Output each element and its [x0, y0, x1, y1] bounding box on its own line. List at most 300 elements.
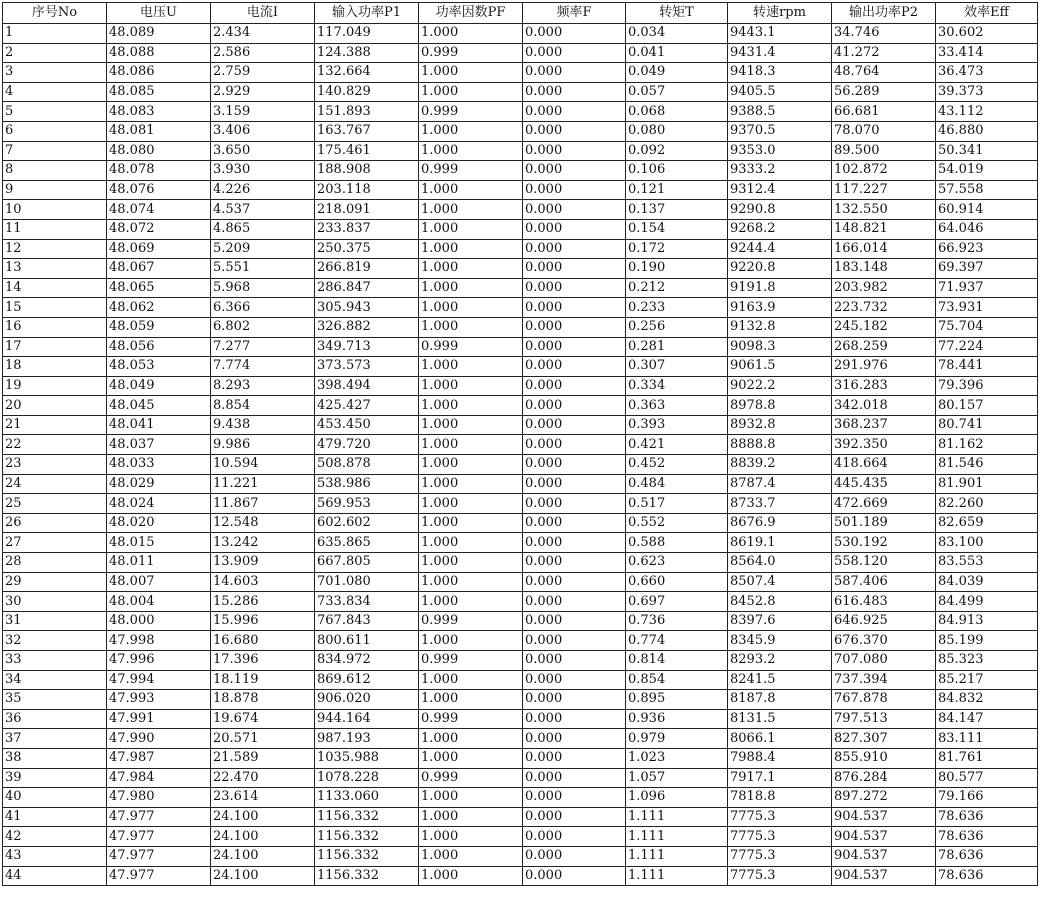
cell-power-factor: 1.000	[419, 494, 523, 514]
cell-power-factor: 1.000	[419, 435, 523, 455]
cell-frequency: 0.000	[523, 298, 626, 318]
cell-efficiency: 80.157	[936, 396, 1038, 416]
cell-frequency: 0.000	[523, 396, 626, 416]
cell-efficiency: 85.323	[936, 651, 1038, 671]
cell-current: 9.986	[211, 435, 315, 455]
cell-output-power: 646.925	[832, 611, 936, 631]
cell-efficiency: 79.396	[936, 376, 1038, 396]
cell-efficiency: 80.577	[936, 768, 1038, 788]
cell-output-power: 737.394	[832, 670, 936, 690]
cell-current: 3.159	[211, 102, 315, 122]
cell-efficiency: 57.558	[936, 180, 1038, 200]
cell-current: 6.802	[211, 317, 315, 337]
cell-output-power: 41.272	[832, 43, 936, 63]
cell-current: 19.674	[211, 709, 315, 729]
cell-torque: 0.588	[626, 533, 728, 553]
cell-voltage: 47.977	[107, 827, 211, 847]
cell-output-power: 102.872	[832, 161, 936, 181]
cell-current: 2.759	[211, 63, 315, 83]
cell-input-power: 140.829	[315, 82, 419, 102]
cell-input-power: 800.611	[315, 631, 419, 651]
cell-power-factor: 1.000	[419, 474, 523, 494]
cell-voltage: 48.067	[107, 259, 211, 279]
cell-voltage: 47.991	[107, 709, 211, 729]
cell-voltage: 48.033	[107, 455, 211, 475]
cell-index: 42	[3, 827, 107, 847]
cell-power-factor: 0.999	[419, 102, 523, 122]
cell-input-power: 188.908	[315, 161, 419, 181]
cell-frequency: 0.000	[523, 768, 626, 788]
cell-efficiency: 80.741	[936, 415, 1038, 435]
cell-voltage: 48.065	[107, 278, 211, 298]
cell-voltage: 48.089	[107, 24, 211, 44]
cell-efficiency: 81.162	[936, 435, 1038, 455]
cell-torque: 0.421	[626, 435, 728, 455]
cell-output-power: 223.732	[832, 298, 936, 318]
cell-input-power: 733.834	[315, 592, 419, 612]
cell-index: 43	[3, 846, 107, 866]
cell-efficiency: 79.166	[936, 788, 1038, 808]
cell-power-factor: 1.000	[419, 827, 523, 847]
cell-speed: 9388.5	[728, 102, 832, 122]
cell-power-factor: 0.999	[419, 709, 523, 729]
cell-torque: 0.256	[626, 317, 728, 337]
cell-efficiency: 81.761	[936, 748, 1038, 768]
cell-voltage: 48.078	[107, 161, 211, 181]
cell-frequency: 0.000	[523, 415, 626, 435]
cell-frequency: 0.000	[523, 572, 626, 592]
cell-speed: 7775.3	[728, 866, 832, 886]
cell-speed: 8932.8	[728, 415, 832, 435]
cell-output-power: 558.120	[832, 553, 936, 573]
cell-power-factor: 0.999	[419, 161, 523, 181]
cell-index: 14	[3, 278, 107, 298]
cell-voltage: 48.086	[107, 63, 211, 83]
cell-voltage: 48.080	[107, 141, 211, 161]
cell-input-power: 1156.332	[315, 827, 419, 847]
cell-torque: 0.080	[626, 121, 728, 141]
cell-torque: 0.774	[626, 631, 728, 651]
cell-speed: 9220.8	[728, 259, 832, 279]
cell-efficiency: 50.341	[936, 141, 1038, 161]
cell-frequency: 0.000	[523, 611, 626, 631]
cell-power-factor: 1.000	[419, 219, 523, 239]
cell-voltage: 48.004	[107, 592, 211, 612]
cell-index: 26	[3, 513, 107, 533]
cell-voltage: 48.015	[107, 533, 211, 553]
cell-efficiency: 78.636	[936, 846, 1038, 866]
table-row	[3, 180, 1038, 200]
cell-speed: 8619.1	[728, 533, 832, 553]
cell-output-power: 501.189	[832, 513, 936, 533]
cell-power-factor: 1.000	[419, 396, 523, 416]
cell-current: 5.551	[211, 259, 315, 279]
table-row	[3, 43, 1038, 63]
table-row	[3, 513, 1038, 533]
cell-input-power: 326.882	[315, 317, 419, 337]
cell-index: 30	[3, 592, 107, 612]
cell-speed: 8066.1	[728, 729, 832, 749]
cell-index: 4	[3, 82, 107, 102]
cell-speed: 9132.8	[728, 317, 832, 337]
cell-torque: 1.111	[626, 827, 728, 847]
cell-index: 44	[3, 866, 107, 886]
cell-voltage: 48.074	[107, 200, 211, 220]
cell-efficiency: 81.901	[936, 474, 1038, 494]
cell-input-power: 1156.332	[315, 807, 419, 827]
header-cell-efficiency: 效率Eff	[936, 3, 1038, 24]
cell-index: 38	[3, 748, 107, 768]
cell-output-power: 897.272	[832, 788, 936, 808]
cell-speed: 8131.5	[728, 709, 832, 729]
cell-input-power: 667.805	[315, 553, 419, 573]
cell-power-factor: 1.000	[419, 141, 523, 161]
cell-index: 27	[3, 533, 107, 553]
cell-speed: 9443.1	[728, 24, 832, 44]
cell-current: 4.865	[211, 219, 315, 239]
table-row	[3, 474, 1038, 494]
cell-current: 23.614	[211, 788, 315, 808]
cell-efficiency: 82.260	[936, 494, 1038, 514]
cell-frequency: 0.000	[523, 357, 626, 377]
cell-index: 20	[3, 396, 107, 416]
cell-speed: 9022.2	[728, 376, 832, 396]
cell-torque: 1.057	[626, 768, 728, 788]
cell-index: 15	[3, 298, 107, 318]
cell-index: 10	[3, 200, 107, 220]
cell-index: 24	[3, 474, 107, 494]
cell-frequency: 0.000	[523, 788, 626, 808]
cell-speed: 8293.2	[728, 651, 832, 671]
cell-frequency: 0.000	[523, 259, 626, 279]
cell-voltage: 48.020	[107, 513, 211, 533]
cell-index: 23	[3, 455, 107, 475]
cell-speed: 8564.0	[728, 553, 832, 573]
table-row	[3, 141, 1038, 161]
cell-torque: 0.393	[626, 415, 728, 435]
cell-voltage: 47.980	[107, 788, 211, 808]
cell-voltage: 47.993	[107, 690, 211, 710]
cell-input-power: 538.986	[315, 474, 419, 494]
cell-power-factor: 1.000	[419, 670, 523, 690]
cell-input-power: 286.847	[315, 278, 419, 298]
cell-voltage: 48.076	[107, 180, 211, 200]
cell-current: 7.774	[211, 357, 315, 377]
table-row	[3, 278, 1038, 298]
cell-efficiency: 82.659	[936, 513, 1038, 533]
cell-speed: 9290.8	[728, 200, 832, 220]
cell-frequency: 0.000	[523, 219, 626, 239]
table-row	[3, 768, 1038, 788]
cell-power-factor: 1.000	[419, 239, 523, 259]
cell-current: 24.100	[211, 846, 315, 866]
cell-voltage: 48.024	[107, 494, 211, 514]
cell-torque: 0.233	[626, 298, 728, 318]
table-row	[3, 866, 1038, 886]
cell-frequency: 0.000	[523, 748, 626, 768]
cell-torque: 0.552	[626, 513, 728, 533]
cell-efficiency: 43.112	[936, 102, 1038, 122]
cell-torque: 0.936	[626, 709, 728, 729]
cell-speed: 7917.1	[728, 768, 832, 788]
cell-current: 11.221	[211, 474, 315, 494]
table-row	[3, 651, 1038, 671]
cell-speed: 9370.5	[728, 121, 832, 141]
cell-output-power: 904.537	[832, 846, 936, 866]
cell-power-factor: 0.999	[419, 651, 523, 671]
cell-frequency: 0.000	[523, 553, 626, 573]
cell-frequency: 0.000	[523, 631, 626, 651]
table-row	[3, 846, 1038, 866]
header-cell-frequency: 频率F	[523, 3, 626, 24]
cell-output-power: 855.910	[832, 748, 936, 768]
table-row	[3, 729, 1038, 749]
cell-speed: 8187.8	[728, 690, 832, 710]
cell-current: 20.571	[211, 729, 315, 749]
cell-voltage: 48.053	[107, 357, 211, 377]
cell-frequency: 0.000	[523, 180, 626, 200]
cell-output-power: 89.500	[832, 141, 936, 161]
cell-input-power: 266.819	[315, 259, 419, 279]
cell-frequency: 0.000	[523, 278, 626, 298]
cell-efficiency: 85.199	[936, 631, 1038, 651]
cell-input-power: 233.837	[315, 219, 419, 239]
table-body	[3, 24, 1038, 886]
cell-voltage: 47.998	[107, 631, 211, 651]
cell-power-factor: 1.000	[419, 631, 523, 651]
cell-power-factor: 1.000	[419, 200, 523, 220]
cell-voltage: 47.996	[107, 651, 211, 671]
cell-torque: 0.854	[626, 670, 728, 690]
cell-speed: 7775.3	[728, 846, 832, 866]
cell-input-power: 479.720	[315, 435, 419, 455]
cell-efficiency: 33.414	[936, 43, 1038, 63]
cell-power-factor: 1.000	[419, 807, 523, 827]
cell-current: 3.930	[211, 161, 315, 181]
cell-efficiency: 84.913	[936, 611, 1038, 631]
cell-torque: 0.307	[626, 357, 728, 377]
cell-current: 21.589	[211, 748, 315, 768]
cell-voltage: 48.083	[107, 102, 211, 122]
table-row	[3, 553, 1038, 573]
cell-speed: 8733.7	[728, 494, 832, 514]
table-row	[3, 161, 1038, 181]
cell-frequency: 0.000	[523, 161, 626, 181]
cell-frequency: 0.000	[523, 474, 626, 494]
cell-index: 2	[3, 43, 107, 63]
cell-speed: 9333.2	[728, 161, 832, 181]
cell-input-power: 508.878	[315, 455, 419, 475]
cell-speed: 9163.9	[728, 298, 832, 318]
cell-torque: 0.334	[626, 376, 728, 396]
cell-frequency: 0.000	[523, 827, 626, 847]
cell-torque: 0.484	[626, 474, 728, 494]
cell-efficiency: 66.923	[936, 239, 1038, 259]
table-row	[3, 690, 1038, 710]
cell-voltage: 48.011	[107, 553, 211, 573]
cell-speed: 8452.8	[728, 592, 832, 612]
cell-current: 5.209	[211, 239, 315, 259]
table-row	[3, 631, 1038, 651]
cell-input-power: 944.164	[315, 709, 419, 729]
cell-index: 12	[3, 239, 107, 259]
cell-output-power: 445.435	[832, 474, 936, 494]
cell-frequency: 0.000	[523, 141, 626, 161]
cell-speed: 7775.3	[728, 807, 832, 827]
cell-index: 22	[3, 435, 107, 455]
table-row	[3, 670, 1038, 690]
cell-voltage: 48.049	[107, 376, 211, 396]
cell-current: 2.929	[211, 82, 315, 102]
cell-power-factor: 0.999	[419, 768, 523, 788]
table-row	[3, 102, 1038, 122]
cell-voltage: 48.007	[107, 572, 211, 592]
cell-torque: 1.023	[626, 748, 728, 768]
cell-power-factor: 0.999	[419, 337, 523, 357]
cell-index: 9	[3, 180, 107, 200]
cell-efficiency: 54.019	[936, 161, 1038, 181]
cell-efficiency: 36.473	[936, 63, 1038, 83]
cell-frequency: 0.000	[523, 709, 626, 729]
cell-index: 6	[3, 121, 107, 141]
cell-speed: 8978.8	[728, 396, 832, 416]
table-row	[3, 219, 1038, 239]
cell-frequency: 0.000	[523, 24, 626, 44]
cell-frequency: 0.000	[523, 807, 626, 827]
cell-speed: 9431.4	[728, 43, 832, 63]
cell-input-power: 1133.060	[315, 788, 419, 808]
cell-output-power: 203.982	[832, 278, 936, 298]
cell-current: 4.226	[211, 180, 315, 200]
cell-voltage: 47.977	[107, 807, 211, 827]
cell-frequency: 0.000	[523, 494, 626, 514]
cell-torque: 0.034	[626, 24, 728, 44]
cell-current: 9.438	[211, 415, 315, 435]
cell-efficiency: 78.636	[936, 807, 1038, 827]
table-row	[3, 415, 1038, 435]
cell-output-power: 48.764	[832, 63, 936, 83]
cell-output-power: 530.192	[832, 533, 936, 553]
table-row	[3, 611, 1038, 631]
cell-voltage: 48.062	[107, 298, 211, 318]
cell-torque: 0.068	[626, 102, 728, 122]
cell-current: 24.100	[211, 827, 315, 847]
cell-current: 2.586	[211, 43, 315, 63]
cell-efficiency: 83.553	[936, 553, 1038, 573]
cell-frequency: 0.000	[523, 651, 626, 671]
table-row	[3, 121, 1038, 141]
cell-output-power: 245.182	[832, 317, 936, 337]
cell-speed: 8676.9	[728, 513, 832, 533]
cell-frequency: 0.000	[523, 690, 626, 710]
cell-speed: 8839.2	[728, 455, 832, 475]
cell-index: 11	[3, 219, 107, 239]
cell-power-factor: 1.000	[419, 866, 523, 886]
cell-power-factor: 1.000	[419, 846, 523, 866]
cell-index: 33	[3, 651, 107, 671]
cell-torque: 0.172	[626, 239, 728, 259]
cell-output-power: 342.018	[832, 396, 936, 416]
cell-speed: 9353.0	[728, 141, 832, 161]
cell-index: 35	[3, 690, 107, 710]
cell-torque: 1.111	[626, 866, 728, 886]
cell-input-power: 124.388	[315, 43, 419, 63]
cell-current: 12.548	[211, 513, 315, 533]
cell-output-power: 767.878	[832, 690, 936, 710]
table-row	[3, 807, 1038, 827]
cell-output-power: 472.669	[832, 494, 936, 514]
cell-output-power: 707.080	[832, 651, 936, 671]
cell-current: 7.277	[211, 337, 315, 357]
cell-output-power: 827.307	[832, 729, 936, 749]
cell-index: 36	[3, 709, 107, 729]
cell-voltage: 47.977	[107, 846, 211, 866]
cell-voltage: 47.987	[107, 748, 211, 768]
cell-torque: 0.137	[626, 200, 728, 220]
table-row	[3, 24, 1038, 44]
cell-frequency: 0.000	[523, 533, 626, 553]
cell-index: 41	[3, 807, 107, 827]
cell-torque: 1.111	[626, 846, 728, 866]
cell-efficiency: 30.602	[936, 24, 1038, 44]
cell-index: 18	[3, 357, 107, 377]
cell-output-power: 148.821	[832, 219, 936, 239]
cell-power-factor: 1.000	[419, 455, 523, 475]
cell-efficiency: 71.937	[936, 278, 1038, 298]
cell-frequency: 0.000	[523, 102, 626, 122]
cell-power-factor: 1.000	[419, 572, 523, 592]
cell-frequency: 0.000	[523, 337, 626, 357]
cell-torque: 0.697	[626, 592, 728, 612]
cell-frequency: 0.000	[523, 82, 626, 102]
header-cell-current: 电流I	[211, 3, 315, 24]
cell-output-power: 876.284	[832, 768, 936, 788]
cell-frequency: 0.000	[523, 63, 626, 83]
cell-speed: 9098.3	[728, 337, 832, 357]
cell-current: 4.537	[211, 200, 315, 220]
cell-input-power: 132.664	[315, 63, 419, 83]
cell-power-factor: 0.999	[419, 43, 523, 63]
cell-index: 37	[3, 729, 107, 749]
cell-power-factor: 1.000	[419, 24, 523, 44]
cell-power-factor: 1.000	[419, 82, 523, 102]
cell-torque: 0.363	[626, 396, 728, 416]
table-row	[3, 396, 1038, 416]
cell-power-factor: 1.000	[419, 317, 523, 337]
cell-efficiency: 78.441	[936, 357, 1038, 377]
cell-efficiency: 84.832	[936, 690, 1038, 710]
cell-output-power: 676.370	[832, 631, 936, 651]
cell-frequency: 0.000	[523, 866, 626, 886]
table-row	[3, 376, 1038, 396]
cell-input-power: 349.713	[315, 337, 419, 357]
cell-frequency: 0.000	[523, 376, 626, 396]
cell-input-power: 906.020	[315, 690, 419, 710]
cell-voltage: 48.037	[107, 435, 211, 455]
cell-output-power: 166.014	[832, 239, 936, 259]
cell-speed: 7818.8	[728, 788, 832, 808]
cell-index: 29	[3, 572, 107, 592]
cell-input-power: 175.461	[315, 141, 419, 161]
cell-speed: 9268.2	[728, 219, 832, 239]
cell-output-power: 368.237	[832, 415, 936, 435]
cell-input-power: 163.767	[315, 121, 419, 141]
cell-output-power: 34.746	[832, 24, 936, 44]
cell-current: 3.406	[211, 121, 315, 141]
cell-index: 40	[3, 788, 107, 808]
cell-torque: 0.623	[626, 553, 728, 573]
table-row	[3, 572, 1038, 592]
